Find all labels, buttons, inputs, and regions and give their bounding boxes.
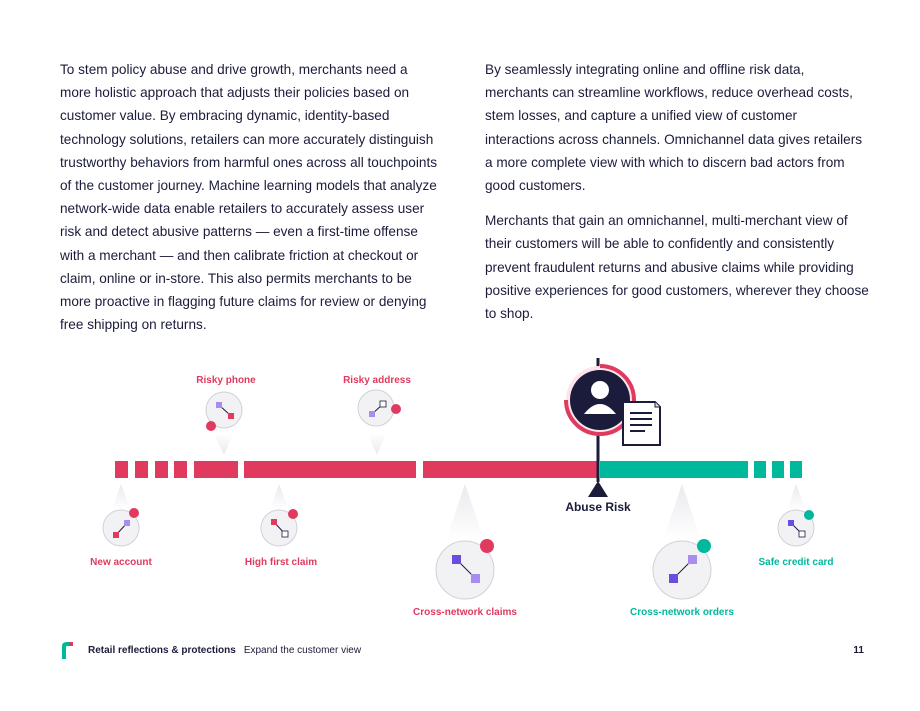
risk-segment xyxy=(135,461,148,478)
risk-segment xyxy=(244,461,416,478)
right-column xyxy=(485,58,870,337)
signal-label: Risky address xyxy=(343,375,411,386)
signal-safe-credit-card xyxy=(758,484,833,568)
signal-high-first-claim xyxy=(245,484,317,568)
risk-segment xyxy=(423,461,597,478)
signal-cross-network-orders xyxy=(630,484,734,618)
timeline-bar xyxy=(115,461,802,478)
signal-label: New account xyxy=(90,557,152,568)
signal-new-account xyxy=(90,484,152,568)
signal-cross-network-claims xyxy=(413,484,517,618)
safe-segment xyxy=(772,461,784,478)
abuse-risk-marker xyxy=(565,358,660,514)
signal-label: Risky phone xyxy=(196,375,256,386)
body-paragraph: To stem policy abuse and drive growth, merchants need a more holistic approach that adjusts their policies based on customer value. By embracing dynamic, identity-based technology solutions, retailers can more accurately distinguish trustworthy behaviors from harmful ones across all touchpoints of the customer journey. Machine learning models that analyze network-wide data enable retailers to accurately assess user risk and detect abusive patterns — even a first-time offense with a merchant — and then calibrate friction at checkout or claim, online or in-store. This also permits merchants to be more proactive in flagging future claims for review or denying free shipping on returns. xyxy=(60,62,438,333)
signal-label: Cross-network claims xyxy=(413,607,517,618)
risk-timeline-diagram xyxy=(0,350,920,630)
body-paragraph: Merchants that gain an omnichannel, multi-merchant view of their customers will be able to confidently and consistently prevent fraudulent returns and abusive claims while providing positive experiences for good customers, wherever they choose to shop. xyxy=(485,213,869,322)
signal-label: High first claim xyxy=(244,557,318,568)
page-number: 11 xyxy=(853,644,864,656)
safe-segment xyxy=(790,461,802,478)
body-paragraph: By seamlessly integrating online and offline risk data, merchants can streamline workflows, reduce overhead costs, stem losses, and capture a unified view of customer interactions across channels. Omnichannel data gives retailers a more complete view with which to discern bad actors from good customers. xyxy=(485,62,863,194)
section-title: Expand the customer view xyxy=(243,644,362,656)
safe-segment xyxy=(600,461,748,478)
risk-segment xyxy=(174,461,187,478)
risk-segment xyxy=(194,461,238,478)
signal-risky-phone xyxy=(196,375,256,455)
document-icon xyxy=(623,402,660,445)
risk-segment xyxy=(155,461,168,478)
risk-segment xyxy=(115,461,128,478)
page-footer xyxy=(60,640,864,660)
signal-risky-address xyxy=(343,375,411,455)
abuse-risk-label: Abuse Risk xyxy=(565,500,631,514)
left-column xyxy=(60,58,440,348)
document-title: Retail reflections & protections xyxy=(88,644,236,656)
brand-logo-icon xyxy=(60,641,74,659)
signal-label: Safe credit card xyxy=(758,557,834,568)
signal-label: Cross-network orders xyxy=(630,607,734,618)
risk-pointer-icon xyxy=(588,481,608,497)
user-icon xyxy=(570,370,630,430)
safe-segment xyxy=(754,461,766,478)
